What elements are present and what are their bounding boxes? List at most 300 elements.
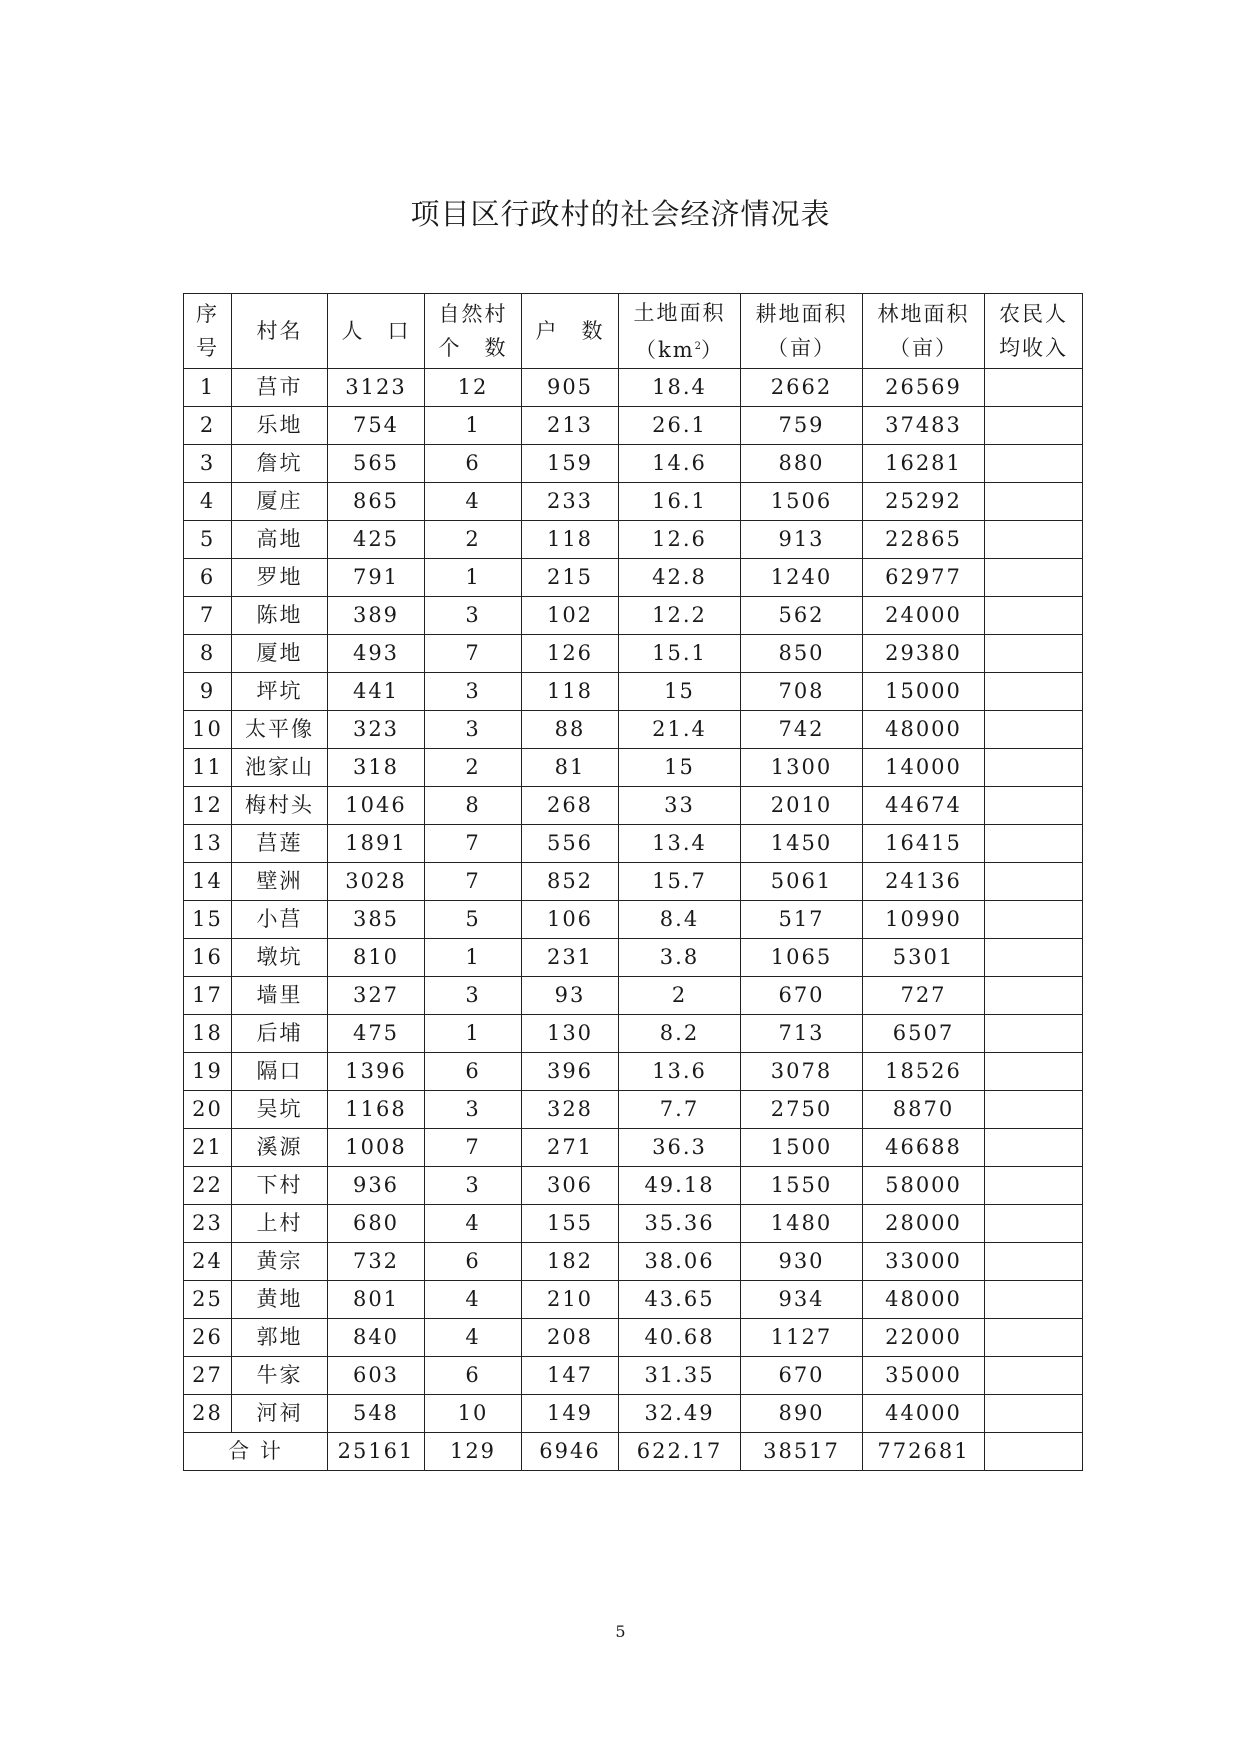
cell-farmer-income — [985, 483, 1083, 521]
cell-natural-villages: 2 — [425, 521, 522, 559]
cell-households: 118 — [522, 521, 619, 559]
cell-seq: 15 — [184, 901, 232, 939]
cell-population: 603 — [328, 1357, 425, 1395]
cell-seq: 4 — [184, 483, 232, 521]
table-header-row — [184, 294, 1083, 369]
cell-natural-villages: 8 — [425, 787, 522, 825]
cell-village: 后埔 — [232, 1015, 328, 1053]
cell-cultivated-area: 850 — [741, 635, 863, 673]
cell-land-area: 21.4 — [619, 711, 741, 749]
cell-forest-area: 44674 — [863, 787, 985, 825]
cell-farmer-income — [985, 825, 1083, 863]
cell-land-area: 3.8 — [619, 939, 741, 977]
cell-land-area: 7.7 — [619, 1091, 741, 1129]
cell-village: 詹坑 — [232, 445, 328, 483]
cell-farmer-income — [985, 1167, 1083, 1205]
cell-population: 754 — [328, 407, 425, 445]
header-land-area: 土地面积 $(km^2)$ — [619, 294, 741, 369]
total-households: 6946 — [522, 1433, 619, 1471]
cell-population: 936 — [328, 1167, 425, 1205]
table-row — [184, 1357, 1083, 1395]
cell-forest-area: 6507 — [863, 1015, 985, 1053]
cell-village: 隔口 — [232, 1053, 328, 1091]
cell-land-area: 40.68 — [619, 1319, 741, 1357]
cell-cultivated-area: 1127 — [741, 1319, 863, 1357]
cell-households: 159 — [522, 445, 619, 483]
cell-farmer-income — [985, 597, 1083, 635]
cell-land-area: 12.6 — [619, 521, 741, 559]
cell-cultivated-area: 1450 — [741, 825, 863, 863]
cell-land-area: 38.06 — [619, 1243, 741, 1281]
cell-village: 乐地 — [232, 407, 328, 445]
cell-seq: 28 — [184, 1395, 232, 1433]
table-row — [184, 483, 1083, 521]
cell-village: 梅村头 — [232, 787, 328, 825]
cell-households: 149 — [522, 1395, 619, 1433]
cell-forest-area: 58000 — [863, 1167, 985, 1205]
cell-forest-area: 35000 — [863, 1357, 985, 1395]
cell-households: 213 — [522, 407, 619, 445]
cell-households: 106 — [522, 901, 619, 939]
cell-seq: 12 — [184, 787, 232, 825]
header-natural-villages: 自然村 个 数 — [425, 294, 522, 369]
cell-cultivated-area: 2662 — [741, 369, 863, 407]
cell-forest-area: 62977 — [863, 559, 985, 597]
cell-population: 327 — [328, 977, 425, 1015]
table-row — [184, 977, 1083, 1015]
cell-seq: 22 — [184, 1167, 232, 1205]
cell-village: 坪坑 — [232, 673, 328, 711]
cell-natural-villages: 4 — [425, 1281, 522, 1319]
cell-population: 1046 — [328, 787, 425, 825]
cell-land-area: 35.36 — [619, 1205, 741, 1243]
table-row — [184, 939, 1083, 977]
cell-natural-villages: 3 — [425, 977, 522, 1015]
cell-farmer-income — [985, 863, 1083, 901]
cell-households: 233 — [522, 483, 619, 521]
cell-natural-villages: 5 — [425, 901, 522, 939]
cell-households: 210 — [522, 1281, 619, 1319]
cell-forest-area: 15000 — [863, 673, 985, 711]
cell-natural-villages: 7 — [425, 1129, 522, 1167]
cell-forest-area: 16415 — [863, 825, 985, 863]
total-farmer-income — [985, 1433, 1083, 1471]
table-row — [184, 1167, 1083, 1205]
cell-farmer-income — [985, 407, 1083, 445]
cell-land-area: 15.7 — [619, 863, 741, 901]
cell-farmer-income — [985, 1053, 1083, 1091]
total-row — [184, 1433, 1083, 1471]
cell-farmer-income — [985, 711, 1083, 749]
cell-population: 441 — [328, 673, 425, 711]
cell-cultivated-area: 1506 — [741, 483, 863, 521]
cell-forest-area: 33000 — [863, 1243, 985, 1281]
cell-seq: 21 — [184, 1129, 232, 1167]
cell-land-area: 32.49 — [619, 1395, 741, 1433]
cell-forest-area: 29380 — [863, 635, 985, 673]
cell-population: 3123 — [328, 369, 425, 407]
table-row — [184, 521, 1083, 559]
cell-farmer-income — [985, 939, 1083, 977]
cell-natural-villages: 6 — [425, 1053, 522, 1091]
cell-farmer-income — [985, 749, 1083, 787]
table-row — [184, 597, 1083, 635]
total-cultivated-area: 38517 — [741, 1433, 863, 1471]
cell-seq: 14 — [184, 863, 232, 901]
cell-cultivated-area: 670 — [741, 977, 863, 1015]
cell-seq: 5 — [184, 521, 232, 559]
cell-natural-villages: 3 — [425, 1091, 522, 1129]
cell-land-area: 14.6 — [619, 445, 741, 483]
cell-cultivated-area: 5061 — [741, 863, 863, 901]
cell-land-area: 8.4 — [619, 901, 741, 939]
cell-natural-villages: 6 — [425, 1357, 522, 1395]
cell-seq: 10 — [184, 711, 232, 749]
table-row — [184, 711, 1083, 749]
cell-forest-area: 18526 — [863, 1053, 985, 1091]
cell-households: 231 — [522, 939, 619, 977]
cell-land-area: 31.35 — [619, 1357, 741, 1395]
cell-population: 565 — [328, 445, 425, 483]
cell-seq: 25 — [184, 1281, 232, 1319]
cell-households: 118 — [522, 673, 619, 711]
cell-farmer-income — [985, 1091, 1083, 1129]
table-row — [184, 635, 1083, 673]
table-row — [184, 825, 1083, 863]
page-number: 5 — [615, 1622, 626, 1641]
cell-farmer-income — [985, 1129, 1083, 1167]
cell-cultivated-area: 934 — [741, 1281, 863, 1319]
table-row — [184, 369, 1083, 407]
cell-seq: 3 — [184, 445, 232, 483]
cell-households: 88 — [522, 711, 619, 749]
cell-population: 389 — [328, 597, 425, 635]
cell-natural-villages: 4 — [425, 483, 522, 521]
table-row — [184, 1129, 1083, 1167]
cell-seq: 20 — [184, 1091, 232, 1129]
cell-cultivated-area: 742 — [741, 711, 863, 749]
cell-village: 郭地 — [232, 1319, 328, 1357]
cell-cultivated-area: 1480 — [741, 1205, 863, 1243]
cell-households: 130 — [522, 1015, 619, 1053]
cell-natural-villages: 3 — [425, 673, 522, 711]
cell-forest-area: 727 — [863, 977, 985, 1015]
cell-village: 莒市 — [232, 369, 328, 407]
cell-village: 壁洲 — [232, 863, 328, 901]
header-farmer-income: 农民人 均收入 — [985, 294, 1083, 369]
cell-farmer-income — [985, 559, 1083, 597]
cell-cultivated-area: 759 — [741, 407, 863, 445]
total-label: 合 计 — [184, 1433, 328, 1471]
cell-village: 莒莲 — [232, 825, 328, 863]
cell-village: 墙里 — [232, 977, 328, 1015]
cell-population: 548 — [328, 1395, 425, 1433]
cell-cultivated-area: 880 — [741, 445, 863, 483]
cell-natural-villages: 7 — [425, 863, 522, 901]
cell-population: 680 — [328, 1205, 425, 1243]
cell-village: 吴坑 — [232, 1091, 328, 1129]
cell-farmer-income — [985, 901, 1083, 939]
cell-natural-villages: 1 — [425, 407, 522, 445]
cell-natural-villages: 2 — [425, 749, 522, 787]
cell-land-area: 16.1 — [619, 483, 741, 521]
cell-village: 墩坑 — [232, 939, 328, 977]
cell-population: 801 — [328, 1281, 425, 1319]
cell-cultivated-area: 1240 — [741, 559, 863, 597]
cell-land-area: 12.2 — [619, 597, 741, 635]
cell-farmer-income — [985, 673, 1083, 711]
cell-seq: 7 — [184, 597, 232, 635]
cell-cultivated-area: 1550 — [741, 1167, 863, 1205]
cell-seq: 18 — [184, 1015, 232, 1053]
cell-natural-villages: 6 — [425, 445, 522, 483]
cell-land-area: 15 — [619, 673, 741, 711]
cell-village: 小莒 — [232, 901, 328, 939]
cell-village: 上村 — [232, 1205, 328, 1243]
cell-land-area: 15 — [619, 749, 741, 787]
cell-households: 268 — [522, 787, 619, 825]
cell-forest-area: 5301 — [863, 939, 985, 977]
header-forest-area: 林地面积 （亩） — [863, 294, 985, 369]
cell-forest-area: 22000 — [863, 1319, 985, 1357]
cell-population: 425 — [328, 521, 425, 559]
cell-natural-villages: 1 — [425, 559, 522, 597]
cell-cultivated-area: 708 — [741, 673, 863, 711]
cell-forest-area: 48000 — [863, 711, 985, 749]
cell-farmer-income — [985, 787, 1083, 825]
cell-land-area: 26.1 — [619, 407, 741, 445]
cell-land-area: 15.1 — [619, 635, 741, 673]
cell-cultivated-area: 713 — [741, 1015, 863, 1053]
cell-population: 3028 — [328, 863, 425, 901]
cell-farmer-income — [985, 977, 1083, 1015]
cell-land-area: 33 — [619, 787, 741, 825]
cell-households: 93 — [522, 977, 619, 1015]
table-row — [184, 1091, 1083, 1129]
cell-village: 黄地 — [232, 1281, 328, 1319]
cell-seq: 1 — [184, 369, 232, 407]
total-population: 25161 — [328, 1433, 425, 1471]
cell-village: 河祠 — [232, 1395, 328, 1433]
cell-seq: 6 — [184, 559, 232, 597]
cell-population: 1396 — [328, 1053, 425, 1091]
cell-cultivated-area: 2010 — [741, 787, 863, 825]
table-row — [184, 1015, 1083, 1053]
cell-seq: 19 — [184, 1053, 232, 1091]
cell-population: 810 — [328, 939, 425, 977]
table-row — [184, 407, 1083, 445]
cell-natural-villages: 3 — [425, 1167, 522, 1205]
cell-seq: 17 — [184, 977, 232, 1015]
cell-cultivated-area: 890 — [741, 1395, 863, 1433]
cell-farmer-income — [985, 1281, 1083, 1319]
cell-forest-area: 48000 — [863, 1281, 985, 1319]
table-body — [184, 369, 1083, 1433]
cell-forest-area: 24000 — [863, 597, 985, 635]
cell-households: 556 — [522, 825, 619, 863]
cell-farmer-income — [985, 1243, 1083, 1281]
cell-households: 182 — [522, 1243, 619, 1281]
total-land-area: 622.17 — [619, 1433, 741, 1471]
cell-population: 475 — [328, 1015, 425, 1053]
header-seq: 序 号 — [184, 294, 232, 369]
cell-forest-area: 37483 — [863, 407, 985, 445]
cell-population: 1168 — [328, 1091, 425, 1129]
total-natural-villages: 129 — [425, 1433, 522, 1471]
table-row — [184, 787, 1083, 825]
cell-forest-area: 10990 — [863, 901, 985, 939]
cell-forest-area: 28000 — [863, 1205, 985, 1243]
cell-forest-area: 26569 — [863, 369, 985, 407]
cell-population: 791 — [328, 559, 425, 597]
cell-natural-villages: 12 — [425, 369, 522, 407]
cell-population: 493 — [328, 635, 425, 673]
header-village: 村名 — [232, 294, 328, 369]
cell-population: 385 — [328, 901, 425, 939]
cell-seq: 13 — [184, 825, 232, 863]
total-forest-area: 772681 — [863, 1433, 985, 1471]
table-row — [184, 1053, 1083, 1091]
table-row — [184, 1281, 1083, 1319]
cell-cultivated-area: 1300 — [741, 749, 863, 787]
cell-cultivated-area: 670 — [741, 1357, 863, 1395]
cell-households: 396 — [522, 1053, 619, 1091]
cell-seq: 26 — [184, 1319, 232, 1357]
table-row — [184, 673, 1083, 711]
cell-forest-area: 44000 — [863, 1395, 985, 1433]
cell-seq: 27 — [184, 1357, 232, 1395]
cell-village: 厦庄 — [232, 483, 328, 521]
cell-forest-area: 16281 — [863, 445, 985, 483]
cell-households: 155 — [522, 1205, 619, 1243]
cell-population: 323 — [328, 711, 425, 749]
cell-natural-villages: 7 — [425, 825, 522, 863]
cell-land-area: 49.18 — [619, 1167, 741, 1205]
cell-cultivated-area: 517 — [741, 901, 863, 939]
cell-village: 池家山 — [232, 749, 328, 787]
cell-village: 下村 — [232, 1167, 328, 1205]
cell-natural-villages: 4 — [425, 1205, 522, 1243]
cell-land-area: 8.2 — [619, 1015, 741, 1053]
cell-forest-area: 8870 — [863, 1091, 985, 1129]
cell-natural-villages: 7 — [425, 635, 522, 673]
cell-households: 328 — [522, 1091, 619, 1129]
cell-land-area: 42.8 — [619, 559, 741, 597]
cell-farmer-income — [985, 1319, 1083, 1357]
table-row — [184, 749, 1083, 787]
cell-farmer-income — [985, 1015, 1083, 1053]
page-title: 项目区行政村的社会经济情况表 — [410, 197, 831, 231]
cell-farmer-income — [985, 1205, 1083, 1243]
cell-households: 905 — [522, 369, 619, 407]
cell-village: 厦地 — [232, 635, 328, 673]
cell-cultivated-area: 1065 — [741, 939, 863, 977]
cell-farmer-income — [985, 521, 1083, 559]
cell-households: 126 — [522, 635, 619, 673]
cell-households: 215 — [522, 559, 619, 597]
cell-natural-villages: 4 — [425, 1319, 522, 1357]
cell-population: 865 — [328, 483, 425, 521]
cell-land-area: 13.4 — [619, 825, 741, 863]
cell-seq: 8 — [184, 635, 232, 673]
cell-natural-villages: 1 — [425, 1015, 522, 1053]
cell-natural-villages: 6 — [425, 1243, 522, 1281]
cell-population: 840 — [328, 1319, 425, 1357]
cell-village: 罗地 — [232, 559, 328, 597]
cell-cultivated-area: 562 — [741, 597, 863, 635]
table-row — [184, 1205, 1083, 1243]
cell-cultivated-area: 913 — [741, 521, 863, 559]
table-row — [184, 445, 1083, 483]
cell-land-area: 43.65 — [619, 1281, 741, 1319]
cell-natural-villages: 3 — [425, 597, 522, 635]
cell-forest-area: 22865 — [863, 521, 985, 559]
cell-land-area: 36.3 — [619, 1129, 741, 1167]
cell-population: 1891 — [328, 825, 425, 863]
cell-cultivated-area: 930 — [741, 1243, 863, 1281]
cell-village: 太平像 — [232, 711, 328, 749]
cell-farmer-income — [985, 1357, 1083, 1395]
cell-natural-villages: 3 — [425, 711, 522, 749]
cell-seq: 2 — [184, 407, 232, 445]
table-row — [184, 1243, 1083, 1281]
header-population: 人 口 — [328, 294, 425, 369]
cell-village: 陈地 — [232, 597, 328, 635]
village-socioeconomic-table — [183, 293, 1083, 1471]
cell-households: 852 — [522, 863, 619, 901]
cell-seq: 23 — [184, 1205, 232, 1243]
cell-village: 黄宗 — [232, 1243, 328, 1281]
cell-population: 732 — [328, 1243, 425, 1281]
cell-seq: 11 — [184, 749, 232, 787]
cell-farmer-income — [985, 1395, 1083, 1433]
header-cultivated-area: 耕地面积 （亩） — [741, 294, 863, 369]
cell-households: 81 — [522, 749, 619, 787]
cell-households: 306 — [522, 1167, 619, 1205]
cell-households: 271 — [522, 1129, 619, 1167]
table-row — [184, 1319, 1083, 1357]
cell-village: 高地 — [232, 521, 328, 559]
cell-farmer-income — [985, 635, 1083, 673]
table-row — [184, 1395, 1083, 1433]
cell-population: 318 — [328, 749, 425, 787]
cell-natural-villages: 1 — [425, 939, 522, 977]
cell-forest-area: 14000 — [863, 749, 985, 787]
cell-forest-area: 46688 — [863, 1129, 985, 1167]
cell-land-area: 13.6 — [619, 1053, 741, 1091]
cell-village: 牛家 — [232, 1357, 328, 1395]
cell-seq: 9 — [184, 673, 232, 711]
cell-village: 溪源 — [232, 1129, 328, 1167]
cell-farmer-income — [985, 445, 1083, 483]
cell-households: 208 — [522, 1319, 619, 1357]
cell-forest-area: 24136 — [863, 863, 985, 901]
cell-cultivated-area: 2750 — [741, 1091, 863, 1129]
cell-seq: 16 — [184, 939, 232, 977]
cell-population: 1008 — [328, 1129, 425, 1167]
cell-farmer-income — [985, 369, 1083, 407]
header-households: 户 数 — [522, 294, 619, 369]
table-row — [184, 863, 1083, 901]
cell-cultivated-area: 1500 — [741, 1129, 863, 1167]
cell-forest-area: 25292 — [863, 483, 985, 521]
cell-households: 102 — [522, 597, 619, 635]
cell-land-area: 18.4 — [619, 369, 741, 407]
cell-households: 147 — [522, 1357, 619, 1395]
table-row — [184, 901, 1083, 939]
cell-natural-villages: 10 — [425, 1395, 522, 1433]
table-row — [184, 559, 1083, 597]
